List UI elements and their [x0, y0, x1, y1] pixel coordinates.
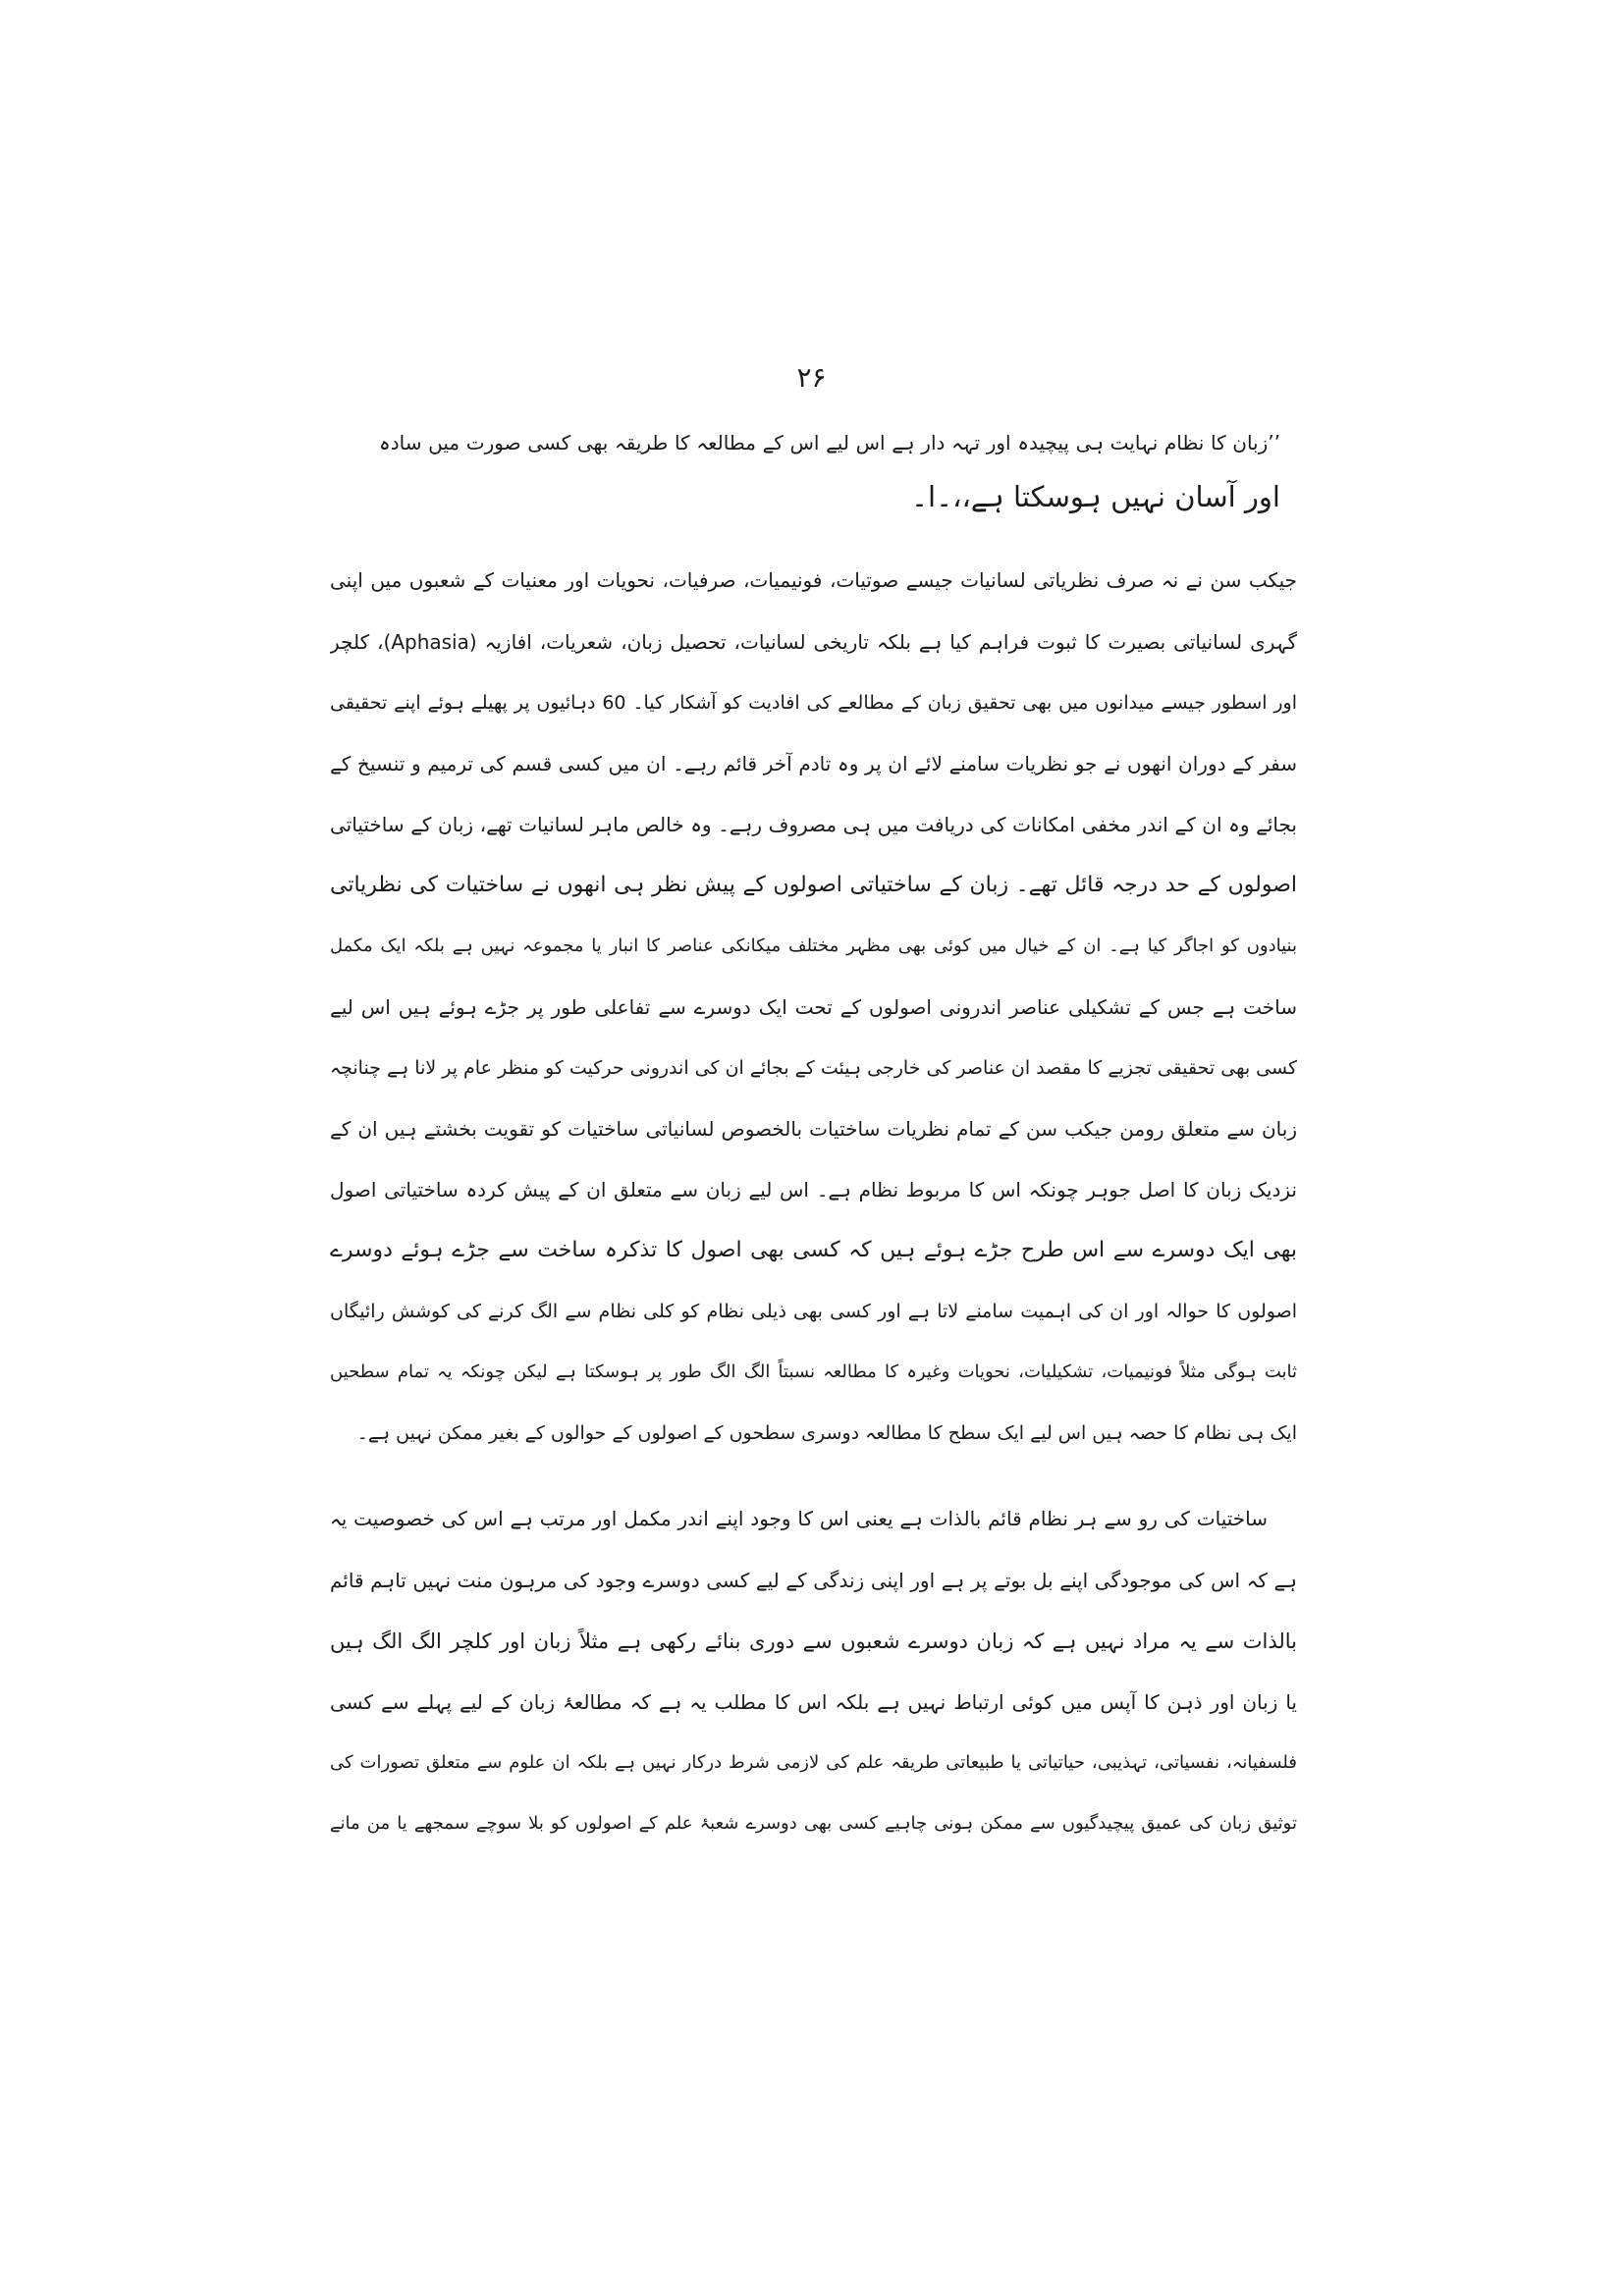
paragraph-line: گہری لسانیاتی بصیرت کا ثبوت فراہم کیا ہے بلکہ تاریخی لسانیات، تحصیل زبان، شعریات، افازیہ (Aphasia)، کلچر — [330, 630, 1297, 654]
paragraph-line: فلسفیانہ، نفسیاتی، تہذیبی، حیاتیاتی یا طبیعاتی طریقہ علم کی لازمی شرط درکار نہیں ہے بلکہ ان علوم سے متعلق تصورات کی — [330, 1752, 1297, 1773]
paragraph-line: اصولوں کے حد درجہ قائل تھے۔ زبان کے ساختیاتی اصولوں کے پیش نظر ہی انھوں نے ساختیات کی نظریاتی — [330, 873, 1297, 897]
paragraph-line: توثیق زبان کی عمیق پیچیدگیوں سے ممکن ہونی چاہیے کسی بھی دوسرے شعبۂ علم کے اصولوں کو بلا سوچے سمجھے یا من مانے — [330, 1813, 1297, 1834]
paragraph-line: ایک ہی نظام کا حصہ ہیں اس لیے ایک سطح کا مطالعہ دوسری سطحوں کے اصولوں کے حوالوں کے بغیر ممکن نہیں ہے۔ — [356, 1422, 1297, 1444]
paragraph-line: ساخت ہے جس کے تشکیلی عناصر اندرونی اصولوں کے تحت ایک دوسرے سے تفاعلی طور پر جڑے ہوئے ہیں اس لیے — [330, 995, 1297, 1019]
paragraph-line: اصولوں کا حوالہ اور ان کی اہمیت سامنے لاتا ہے اور کسی بھی ذیلی نظام کو کلی نظام سے الگ کرنے کی کوشش رائیگاں — [330, 1301, 1297, 1322]
paragraph-line: اور اسطور جیسے میدانوں میں بھی تحقیق زبان کے مطالعے کی افادیت کو آشکار کیا۔ 60 دہائیوں پر پھیلے ہوئے اپنے تحقیقی — [330, 692, 1297, 714]
paragraph-line: ثابت ہوگی مثلاً فونیمیات، تشکیلیات، نحویات وغیرہ کا مطالعہ نسبتاً الگ الگ طور پر ہوسکتا ہے لیکن چونکہ یہ تمام سطحیں — [330, 1362, 1297, 1382]
paragraph-line: بالذات سے یہ مراد نہیں ہے کہ زبان دوسرے شعبوں سے دوری بنائے رکھی ہے مثلاً زبان اور کلچر الگ الگ ہیں — [330, 1629, 1297, 1653]
paragraph-line: بنیادوں کو اجاگر کیا ہے۔ ان کے خیال میں کوئی بھی مظہر مختلف میکانکی عناصر کا انبار یا مجموعہ نہیں ہے بلکہ ایک مکمل — [330, 935, 1297, 956]
paragraph-line: جیکب سن نے نہ صرف نظریاتی لسانیات جیسے صوتیات، فونیمیات، صرفیات، نحویات اور معنیات کے شعبوں میں اپنی — [330, 568, 1297, 592]
paragraph-line: بھی ایک دوسرے سے اس طرح جڑے ہوئے ہیں کہ کسی بھی اصول کا تذکرہ ساخت سے جڑے ہوئے دوسرے — [330, 1238, 1297, 1262]
paragraph-line: کسی بھی تحقیقی تجزیے کا مقصد ان عناصر کی خارجی ہیئت کے بجائے ان کی اندرونی حرکیت کو منظر عام پر لانا ہے چنانچہ — [330, 1057, 1297, 1079]
paragraph-line: سفر کے دوران انھوں نے جو نظریات سامنے لائے ان پر وہ تادم آخر قائم رہے۔ ان میں کسی قسم کی ترمیم و تنسیخ کے — [330, 752, 1297, 775]
paragraph-line: بجائے وہ ان کے اندر مخفی امکانات کی دریافت میں ہی مصروف رہے۔ وہ خالص ماہر لسانیات تھے، زبان کے ساختیاتی — [330, 813, 1297, 836]
paragraph-line: یا زبان اور ذہن کا آپس میں کوئی ارتباط نہیں ہے بلکہ اس کا مطلب یہ ہے کہ مطالعۂ زبان کے لیے پہلے سے کسی — [330, 1690, 1297, 1714]
quote-line: اور آسان نہیں ہوسکتا ہے،،۔ا۔ — [911, 480, 1280, 513]
paragraph-line: نزدیک زبان کا اصل جوہر چونکہ اس کا مربوط نظام ہے۔ اس لیے زبان سے متعلق ان کے پیش کردہ ساختیاتی اصول — [330, 1178, 1297, 1201]
paragraph-line: ہے کہ اس کی موجودگی اپنے بل بوتے پر ہے اور اپنی زندگی کے لیے کسی دوسرے وجود کی مرہون منت نہیں تاہم قائم — [330, 1569, 1297, 1592]
page-number: ۲۶ — [796, 361, 827, 394]
paragraph-line: ساختیات کی رو سے ہر نظام قائم بالذات ہے یعنی اس کا وجود اپنے اندر مکمل اور مرتب ہے اس کی خصوصیت یہ — [330, 1507, 1268, 1530]
paragraph-line: زبان سے متعلق رومن جیکب سن کے تمام نظریات ساختیات بالخصوص لسانیاتی ساختیات کو تقویت بخشتے ہیں ان کے — [330, 1117, 1297, 1141]
quote-line: ’’زبان کا نظام نہایت ہی پیچیدہ اور تہہ دار ہے اس لیے اس کے مطالعہ کا طریقہ بھی کسی صورت میں سادہ — [379, 431, 1280, 454]
